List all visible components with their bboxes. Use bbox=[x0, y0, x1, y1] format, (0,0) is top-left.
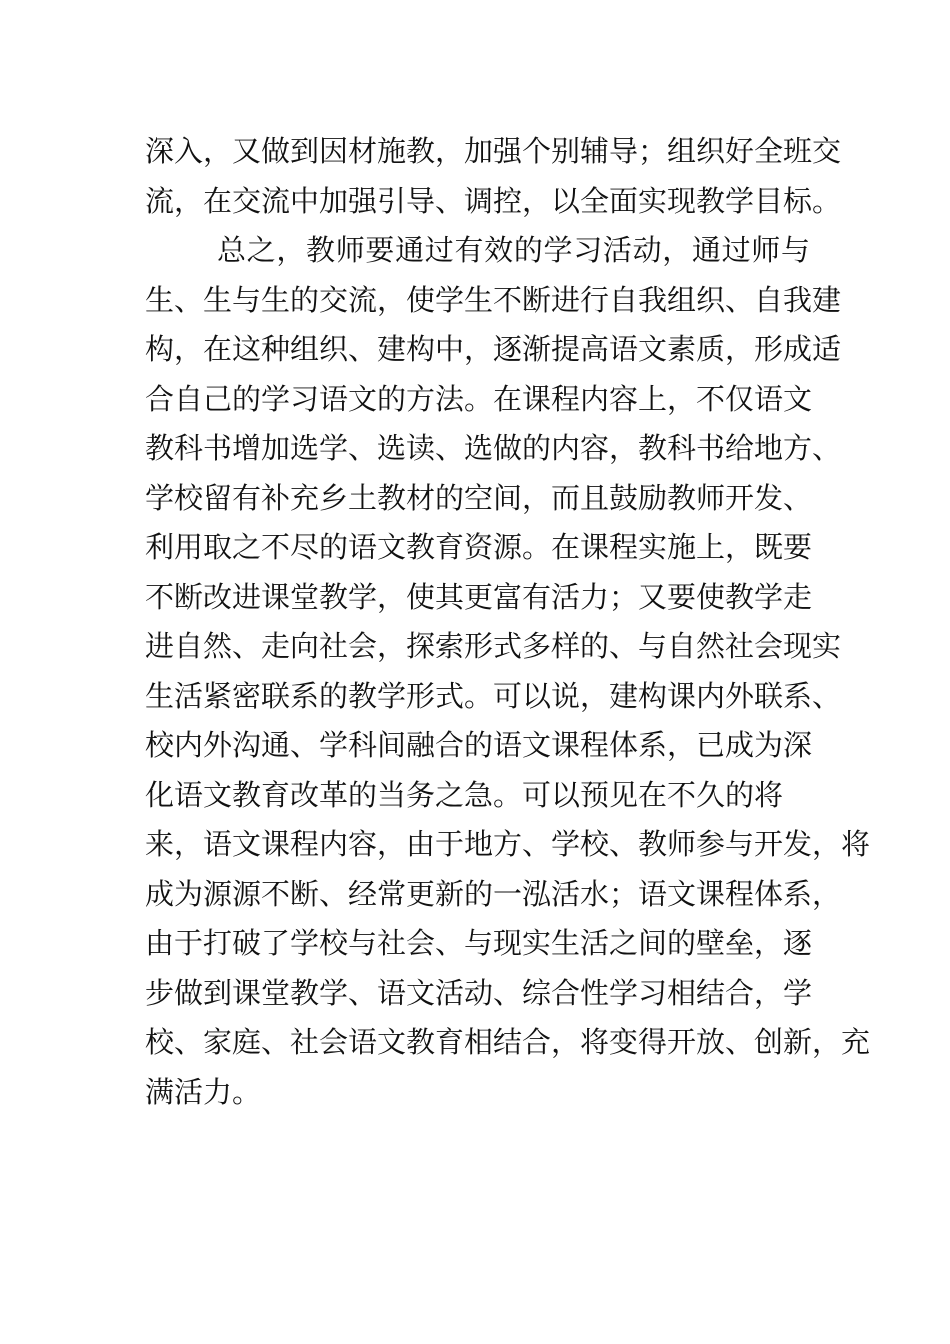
text-line-6: 合自己的学习语文的方法。在课程内容上，不仅语文 bbox=[145, 381, 813, 416]
text-line-14: 化语文教育改革的当务之急。可以预见在不久的将 bbox=[145, 777, 784, 812]
text-line-18: 步做到课堂教学、语文活动、综合性学习相结合，学 bbox=[145, 975, 813, 1010]
text-line-19: 校、家庭、社会语文教育相结合，将变得开放、创新，充 bbox=[145, 1025, 871, 1059]
text-line-9: 利用取之不尽的语文教育资源。在课程实施上，既要 bbox=[145, 530, 813, 564]
text-line-17: 由于打破了学校与社会、与现实生活之间的壁垒，逐 bbox=[145, 926, 813, 960]
text-line-2: 流，在交流中加强引导、调控，以全面实现教学目标。 bbox=[145, 183, 842, 218]
text-line-13: 校内外沟通、学科间融合的语文课程体系，已成为深 bbox=[145, 728, 813, 762]
text-line-5: 构，在这种组织、建构中，逐渐提高语文素质，形成适 bbox=[145, 332, 842, 366]
text-line-1: 深入，又做到因材施教，加强个别辅导；组织好全班交 bbox=[145, 134, 842, 168]
text-line-15: 来，语文课程内容，由于地方、学校、教师参与开发，将 bbox=[145, 827, 871, 861]
text-line-10: 不断改进课堂教学，使其更富有活力；又要使教学走 bbox=[145, 579, 813, 614]
text-line-4: 生、生与生的交流，使学生不断进行自我组织、自我建 bbox=[145, 282, 842, 317]
body-text bbox=[145, 127, 871, 1117]
text-line-8: 学校留有补充乡土教材的空间，而且鼓励教师开发、 bbox=[145, 480, 813, 515]
text-line-11: 进自然、走向社会，探索形式多样的、与自然社会现实 bbox=[145, 629, 842, 663]
text-line-7: 教科书增加选学、选读、选做的内容，教科书给地方、 bbox=[145, 431, 842, 465]
text-line-3: 总之，教师要通过有效的学习活动，通过师与 bbox=[217, 233, 810, 267]
text-line-16: 成为源源不断、经常更新的一泓活水；语文课程体系， bbox=[145, 876, 842, 911]
text-line-20: 满活力。 bbox=[145, 1074, 262, 1109]
text-line-12: 生活紧密联系的教学形式。可以说，建构课内外联系、 bbox=[145, 678, 842, 713]
